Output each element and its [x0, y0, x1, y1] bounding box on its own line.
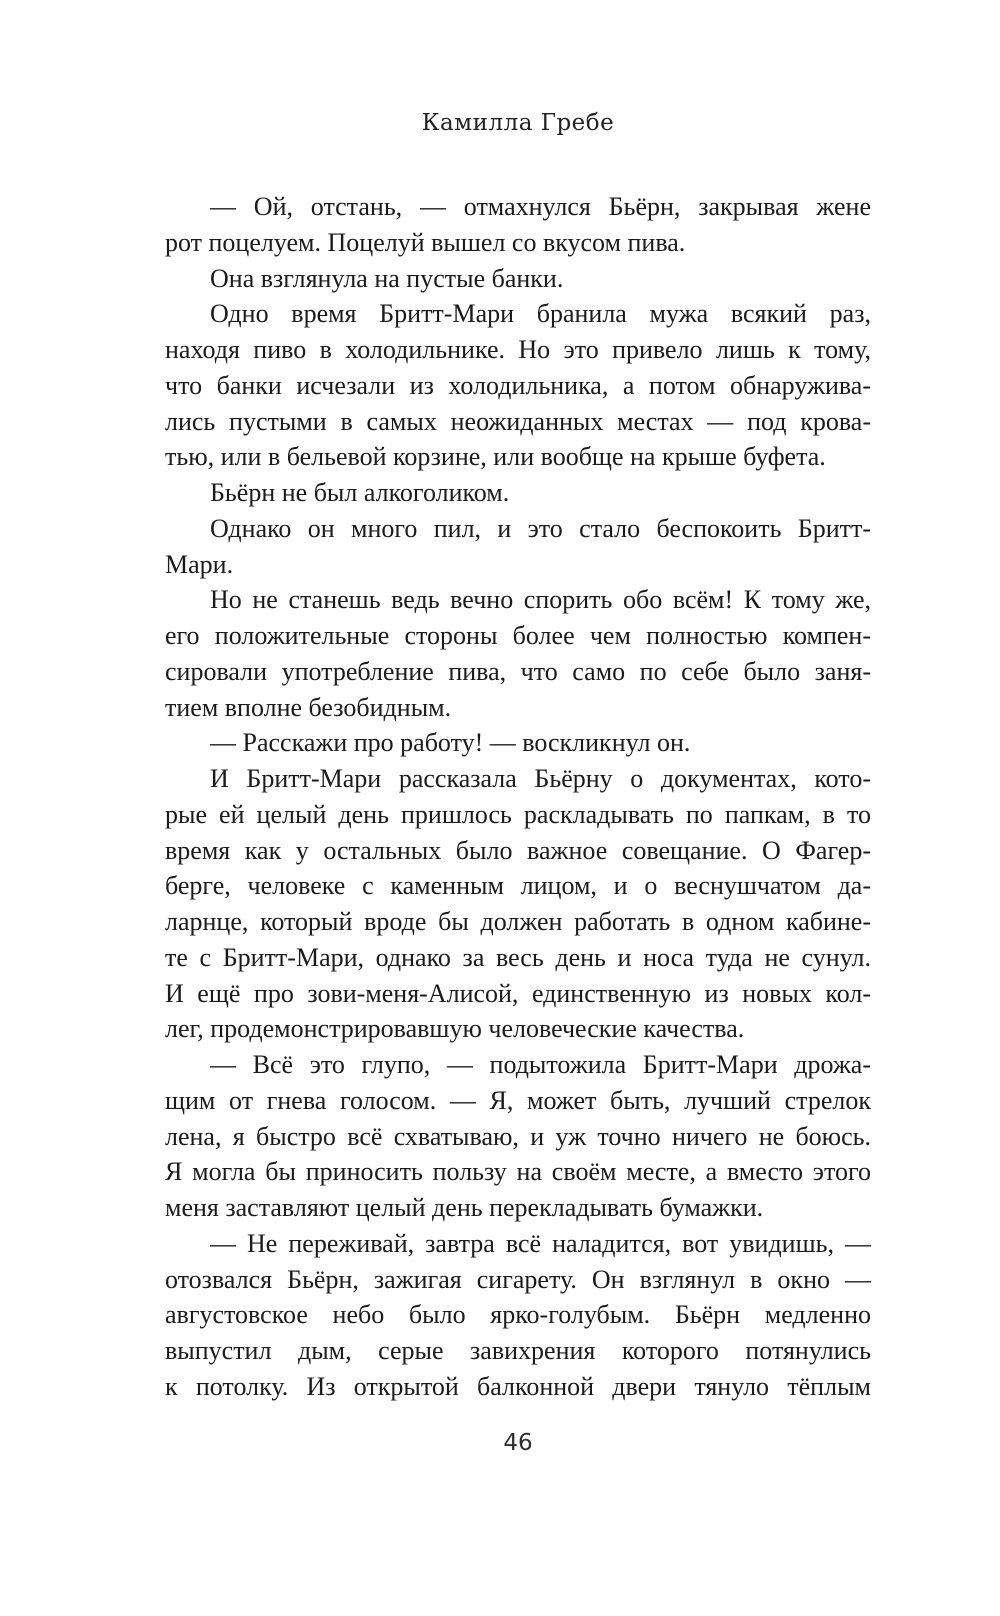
- text-line: тью, или в бельевой корзине, или вообще на крыше буфета.: [165, 442, 826, 472]
- text-line: отозвался Бьёрн, зажигая сигарету. Он взглянул в окно —: [165, 1264, 871, 1294]
- text-line: — Ой, отстань, — отмахнулся Бьёрн, закрывая жене: [210, 192, 871, 221]
- text-line: берге, человеке с каменным лицом, и о веснушчатом да-: [165, 871, 871, 901]
- text-line: — Не переживай, завтра всё наладится, вот увидишь, —: [210, 1228, 871, 1258]
- text-line: время как у остальных было важное совещание. О Фагер-: [165, 835, 871, 865]
- text-line: Мари.: [165, 549, 234, 579]
- text-block: [165, 189, 871, 1405]
- text-line: выпустил дым, серые завихрения которого потянулись: [165, 1336, 871, 1365]
- text-line: Но не станешь ведь вечно спорить обо всём! К тому же,: [210, 585, 871, 615]
- text-line: лена, я быстро всё схватываю, и уж точно ничего не боюсь.: [165, 1121, 871, 1151]
- text-line: И Бритт-Мари рассказала Бьёрну о документах, кото-: [210, 764, 871, 793]
- text-line: И ещё про зови-меня-Алисой, единственную из новых кол-: [165, 978, 871, 1008]
- text-line: сировали употребление пива, что само по себе было заня-: [165, 656, 871, 686]
- text-line: рот поцелуем. Поцелуй вышел со вкусом пива.: [165, 227, 686, 257]
- text-line: щим от гнева голосом. — Я, может быть, лучший стрелок: [165, 1085, 871, 1115]
- text-line: Одно время Бритт-Мари бранила мужа всякий раз,: [210, 299, 871, 329]
- text-line: Она взглянула на пустые банки.: [210, 263, 564, 293]
- text-line: те с Бритт-Мари, однако за весь день и носа туда не сунул.: [165, 942, 871, 972]
- text-line: его положительные стороны более чем полностью компен-: [165, 621, 871, 650]
- text-line: — Расскажи про работу! — воскликнул он.: [210, 728, 691, 758]
- text-line: Я могла бы приносить пользу на своём месте, а вместо этого: [165, 1157, 871, 1187]
- text-line: августовское небо было ярко-голубым. Бьёрн медленно: [165, 1300, 871, 1330]
- text-line: что банки исчезали из холодильника, а потом обнаружива-: [165, 370, 871, 400]
- text-line: ларнце, который вроде бы должен работать в одном кабине-: [165, 907, 871, 936]
- page-number: 46: [503, 1430, 533, 1456]
- text-line: лись пустыми в самых неожиданных местах — под крова-: [165, 406, 871, 436]
- text-line: к потолку. Из открытой балконной двери тянуло тёплым: [165, 1371, 871, 1401]
- text-line: рые ей целый день пришлось раскладывать по папкам, в то: [165, 799, 871, 829]
- text-line: лег, продемонстрировавшую человеческие качества.: [165, 1014, 745, 1044]
- text-line: меня заставляют целый день перекладывать бумажки.: [165, 1193, 764, 1222]
- text-line: Бьёрн не был алкоголиком.: [210, 478, 510, 507]
- text-line: Однако он много пил, и это стало беспокоить Бритт-: [210, 513, 871, 543]
- running-header: Камилла Гребе: [421, 110, 615, 136]
- text-line: находя пиво в холодильнике. Но это привело лишь к тому,: [165, 335, 871, 364]
- text-line: тием вполне безобидным.: [165, 692, 452, 722]
- text-line: — Всё это глупо, — подытожила Бритт-Мари дрожа-: [210, 1050, 871, 1079]
